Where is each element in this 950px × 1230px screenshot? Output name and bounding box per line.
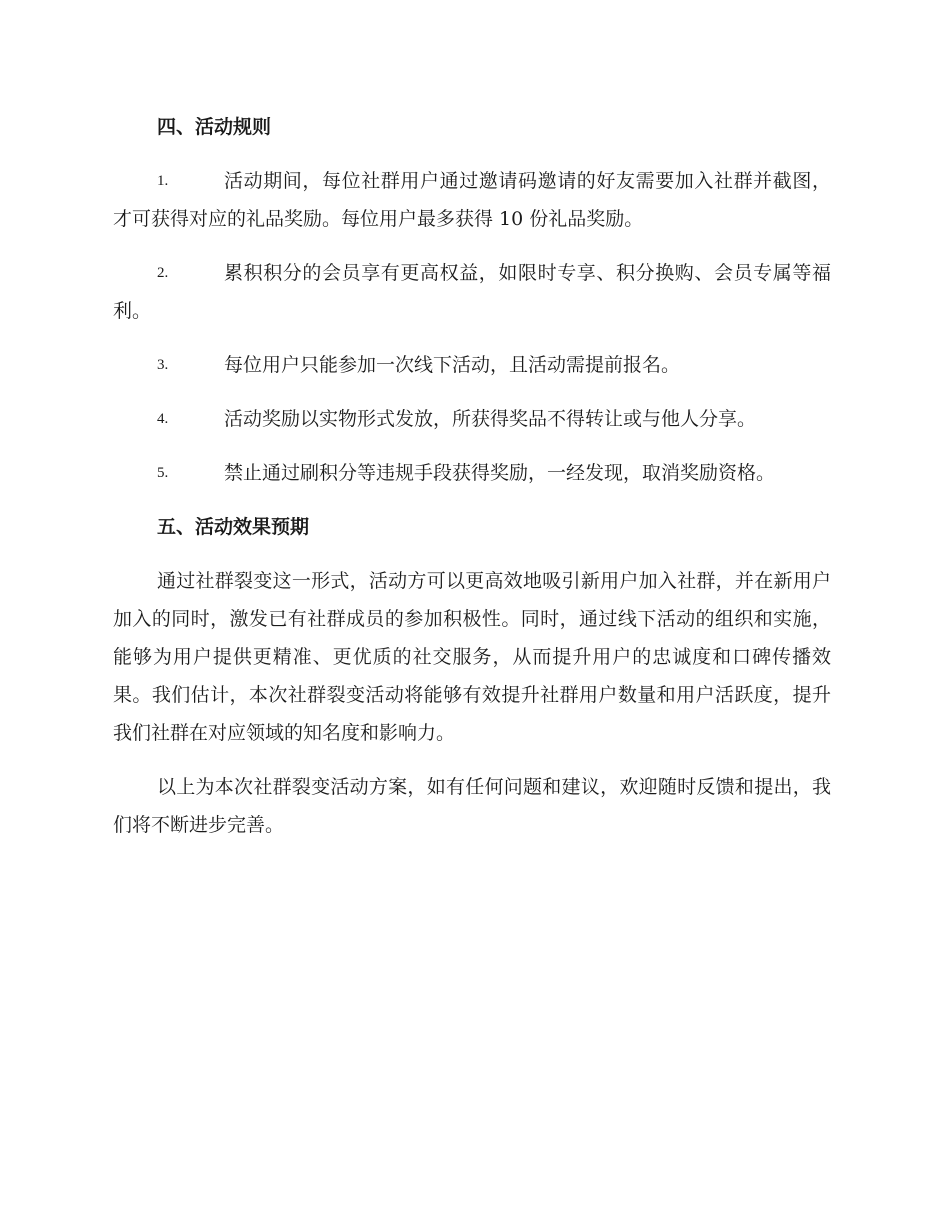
rule-text: 每位用户只能参加一次线下活动，且活动需提前报名。 <box>224 354 681 376</box>
rule-item <box>113 346 831 384</box>
closing-paragraph: 以上为本次社群裂变活动方案，如有任何问题和建议，欢迎随时反馈和提出，我们将不断进步完善。 <box>113 776 831 836</box>
section-heading-rules: 四、活动规则 <box>157 116 272 138</box>
rule-number: 2. <box>157 265 169 281</box>
rule-text: 活动期间，每位社群用户通过邀请码邀请的好友需要加入社群并截图，才可获得对应的礼品奖励。每位用户最多获得 10 份礼品奖励。 <box>113 170 831 230</box>
rule-item <box>113 454 831 492</box>
rule-text: 累积积分的会员享有更高权益，如限时专享、积分换购、会员专属等福利。 <box>113 262 831 322</box>
rule-text: 禁止通过刷积分等违规手段获得奖励，一经发现，取消奖励资格。 <box>224 462 776 484</box>
rule-item <box>113 162 831 238</box>
rule-number: 1. <box>157 173 169 189</box>
rule-number: 5. <box>157 465 169 481</box>
rule-item <box>113 400 831 438</box>
rule-item <box>113 254 831 330</box>
rule-text: 活动奖励以实物形式发放，所获得奖品不得转让或与他人分享。 <box>224 408 757 430</box>
rule-number: 4. <box>157 411 169 427</box>
section-heading-expectations: 五、活动效果预期 <box>157 516 310 538</box>
body-paragraph: 通过社群裂变这一形式，活动方可以更高效地吸引新用户加入社群，并在新用户加入的同时，激发已有社群成员的参加积极性。同时，通过线下活动的组织和实施，能够为用户提供更精准、更优质的社交服务，从而提升用户的忠诚度和口碑传播效果。我们估计，本次社群裂变活动将能够有效提升社群用户数量和用户活跃度，提升我们社群在对应领域的知名度和影响力。 <box>113 570 831 744</box>
rule-number: 3. <box>157 357 169 373</box>
document-page <box>113 108 831 860</box>
